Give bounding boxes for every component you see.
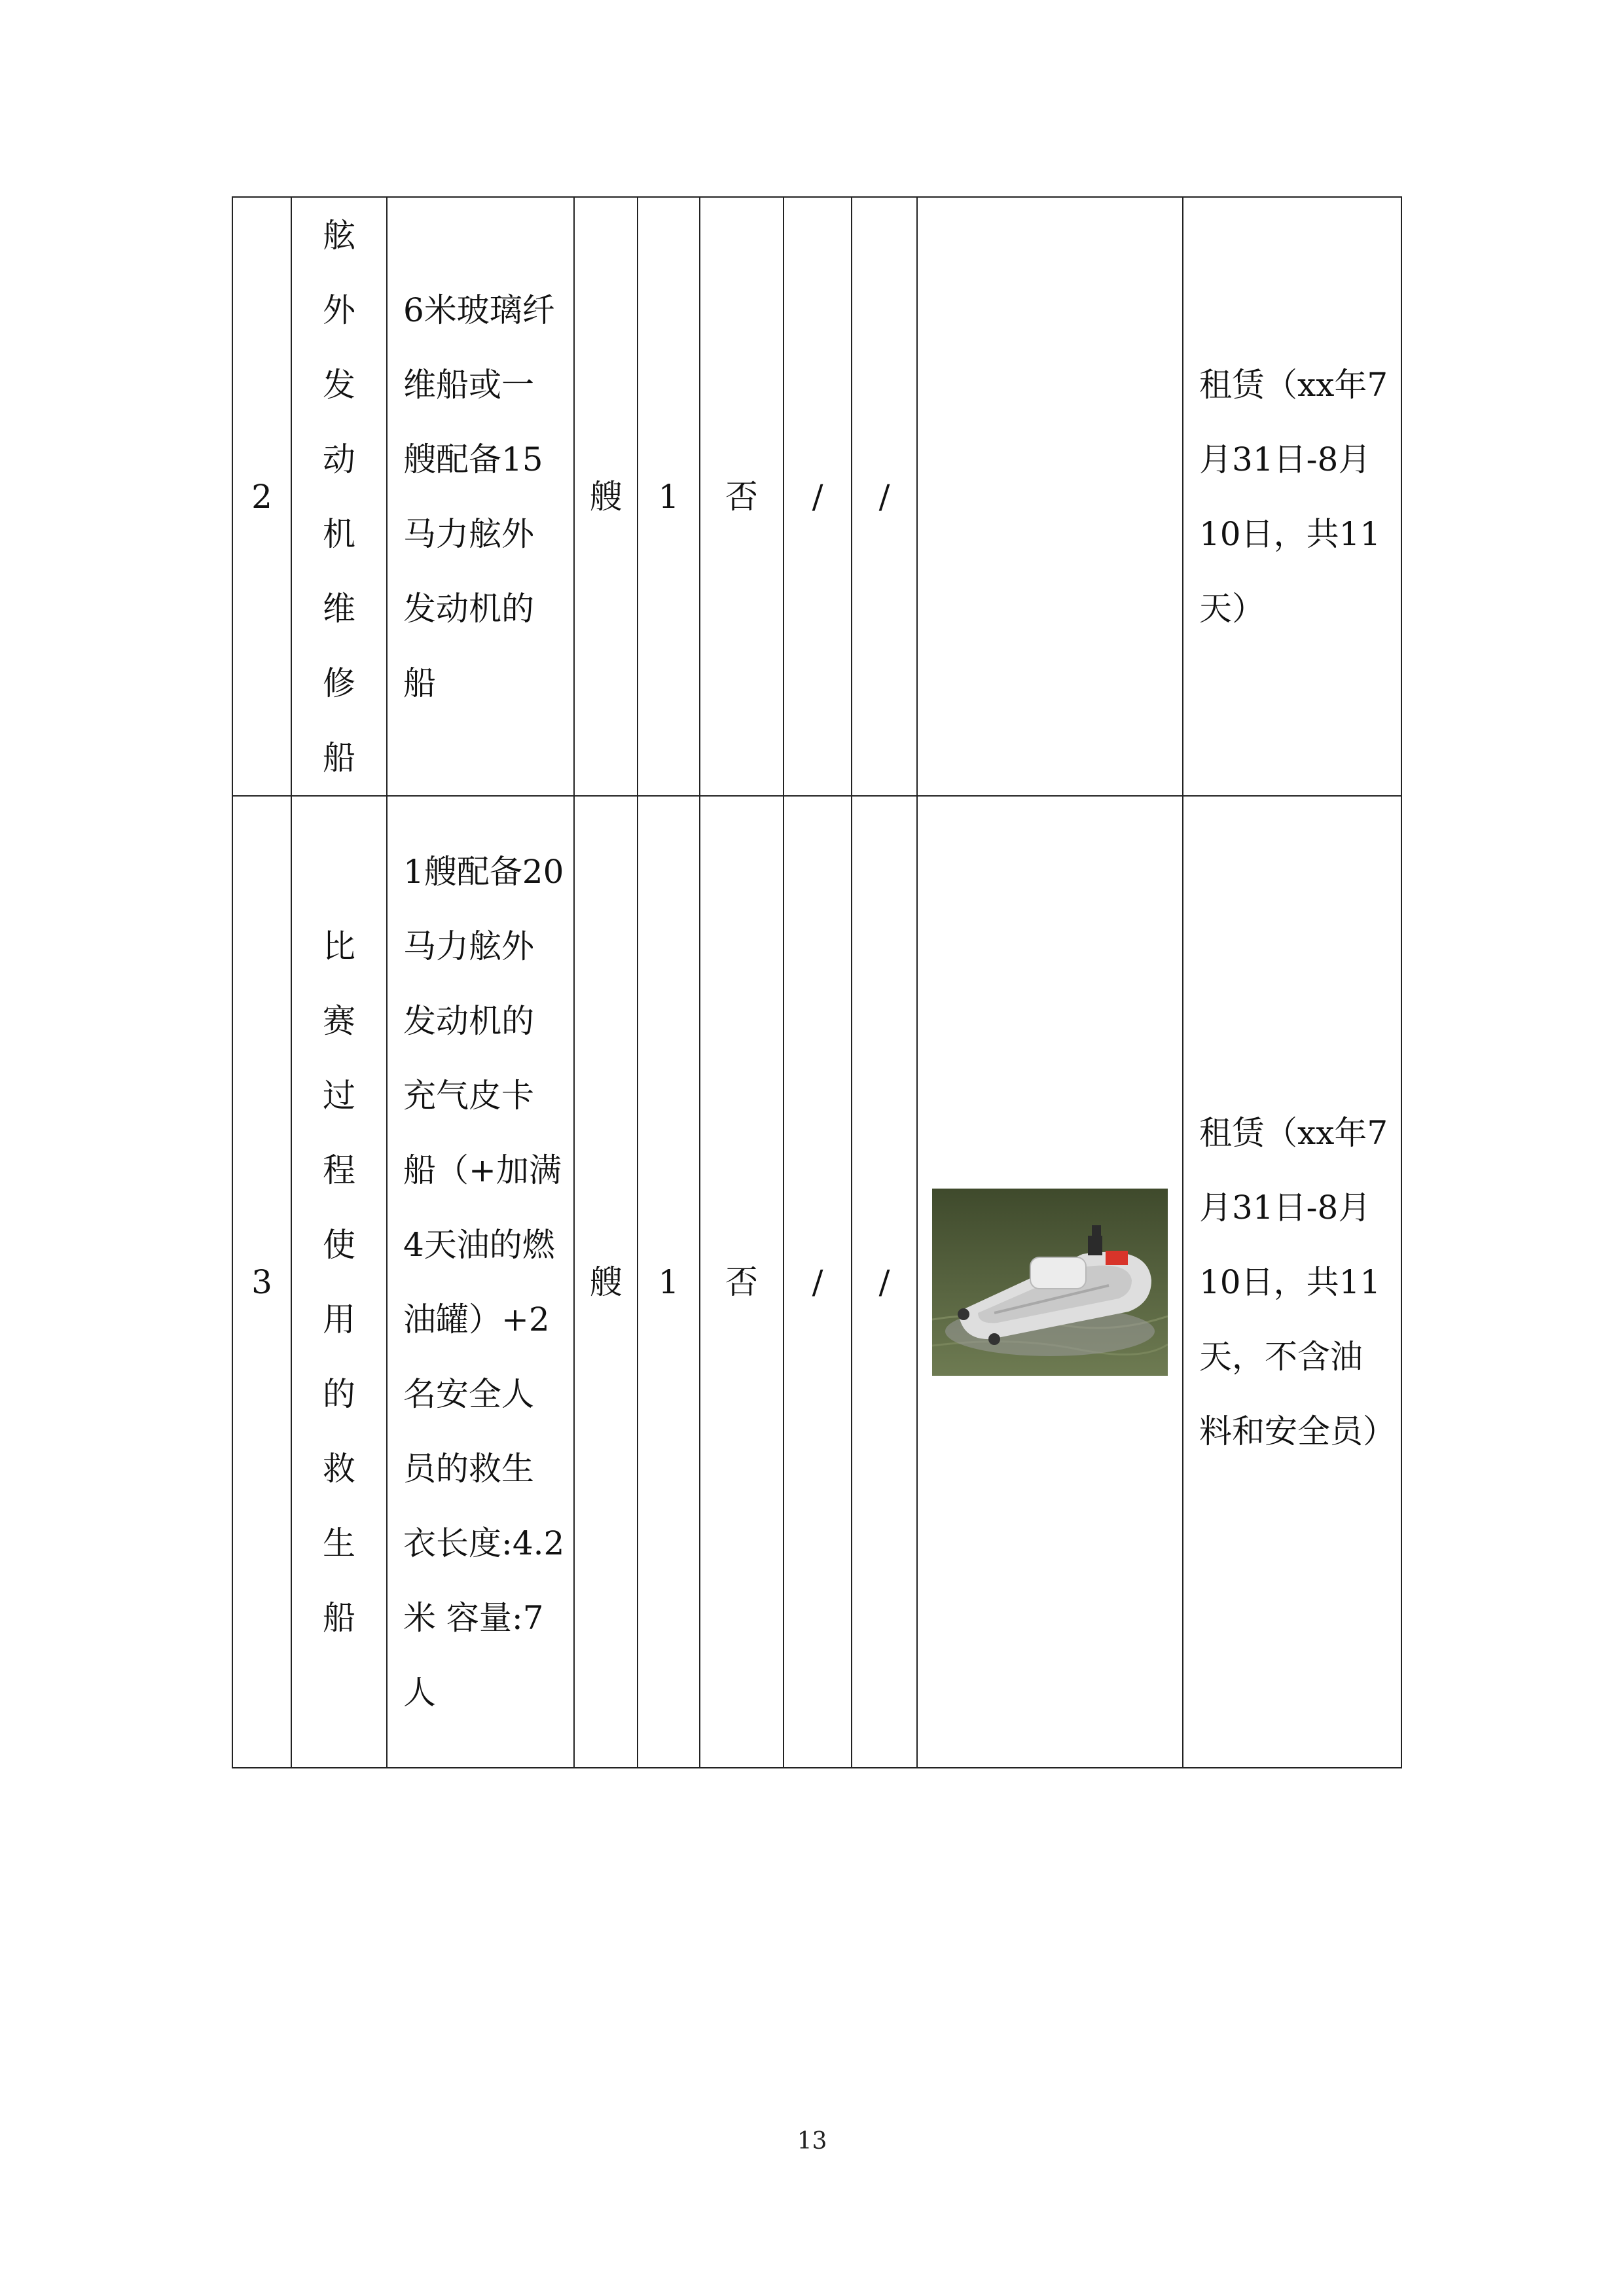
boat-bow-tip [958, 1308, 969, 1320]
item-flag: 否 [700, 197, 784, 796]
item-name-char: 舷 [323, 216, 355, 255]
row-index: 2 [232, 197, 291, 796]
row-index: 3 [232, 796, 291, 1768]
item-image-cell [917, 796, 1183, 1768]
boat-seat-bag [1030, 1257, 1086, 1289]
item-name-char: 发 [323, 365, 355, 404]
equipment-table [232, 196, 1402, 1768]
item-name-char: 动 [323, 440, 355, 478]
outboard-motor-top [1092, 1225, 1101, 1238]
item-name-char: 维 [323, 589, 355, 628]
item-spec: 1艘配备20马力舷外发动机的充气皮卡船（+加满4天油的燃油罐）+2名安全人员的救生衣长度:4.2米 容量:7人 [387, 796, 574, 1768]
item-name-char: 的 [323, 1374, 355, 1413]
item-col-slash-1: / [784, 796, 852, 1768]
item-name-char: 救 [323, 1449, 355, 1488]
boat-bow-tip [988, 1333, 1000, 1345]
item-note: 租赁（xx年7月31日-8月10日，共11天，不含油料和安全员） [1183, 796, 1401, 1768]
item-unit: 艘 [574, 197, 638, 796]
item-name-char: 过 [323, 1076, 355, 1115]
item-unit: 艘 [574, 796, 638, 1768]
outboard-motor [1088, 1236, 1102, 1255]
item-col-slash-2: / [852, 197, 917, 796]
item-name-char: 机 [323, 514, 355, 553]
item-name-char: 赛 [323, 1001, 355, 1040]
item-name-char: 外 [323, 291, 355, 329]
table-row [232, 796, 1401, 1768]
inflatable-boat-photo [932, 1189, 1168, 1376]
item-name-char: 程 [323, 1151, 355, 1189]
item-image-cell [917, 197, 1183, 796]
item-col-slash-1: / [784, 197, 852, 796]
item-qty: 1 [638, 796, 700, 1768]
fuel-tank [1106, 1251, 1128, 1265]
item-name-char: 修 [323, 664, 355, 702]
item-spec: 6米玻璃纤维船或一艘配备15马力舷外发动机的船 [387, 197, 574, 796]
item-name-char: 使 [323, 1225, 355, 1264]
item-name [291, 796, 387, 1768]
page-number: 13 [797, 2128, 827, 2155]
item-name-char: 比 [323, 927, 355, 965]
item-name-char: 船 [323, 1598, 355, 1637]
item-name [291, 197, 387, 796]
item-qty: 1 [638, 197, 700, 796]
item-name-char: 船 [323, 738, 355, 777]
table-row [232, 197, 1401, 796]
item-name-char: 生 [323, 1524, 355, 1562]
item-note: 租赁（xx年7月31日-8月10日，共11天） [1183, 197, 1401, 796]
item-flag: 否 [700, 796, 784, 1768]
item-col-slash-2: / [852, 796, 917, 1768]
item-name-char: 用 [323, 1300, 355, 1338]
